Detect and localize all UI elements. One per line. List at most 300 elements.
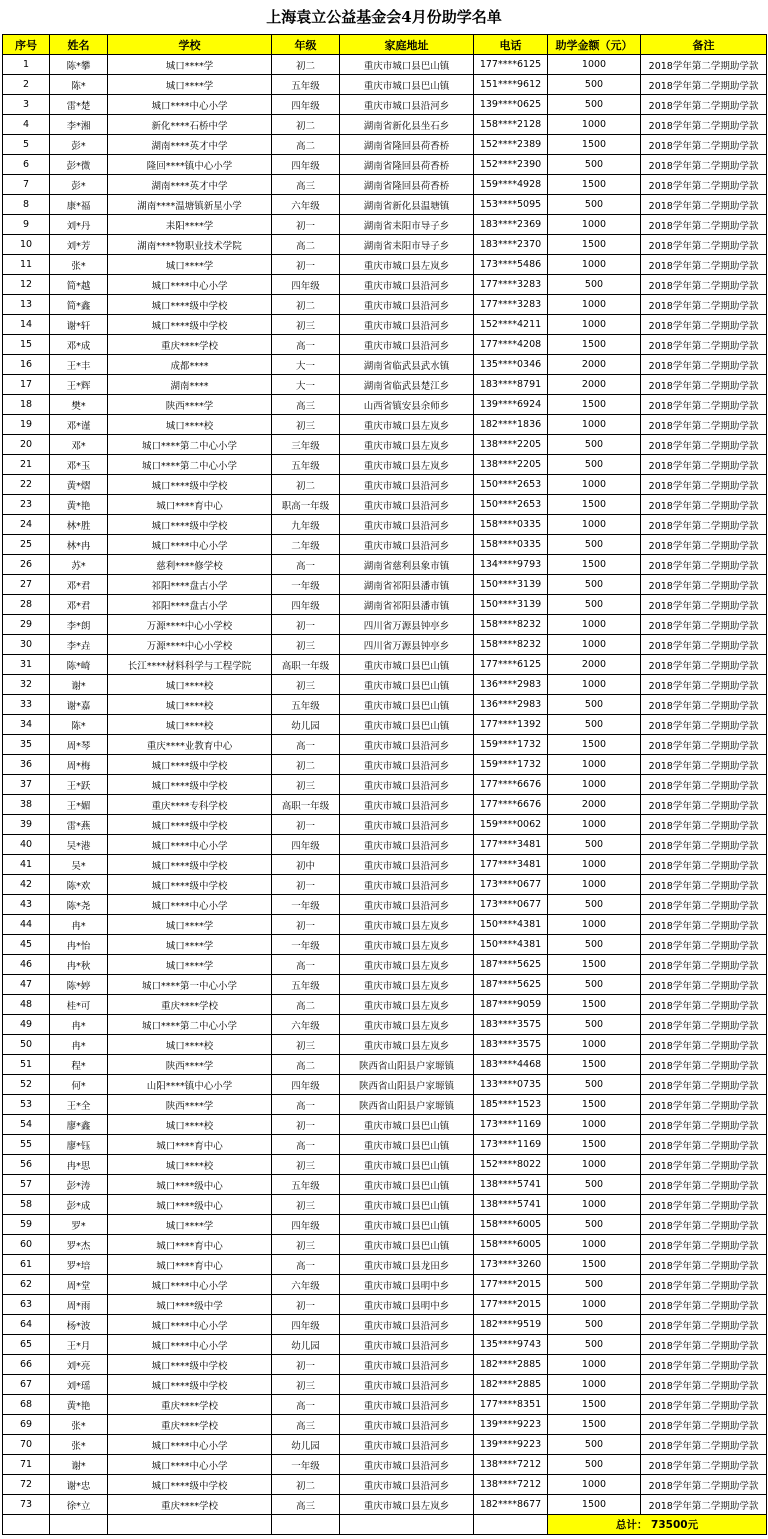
cell-grade: 五年级: [272, 975, 340, 995]
cell-index: 19: [3, 415, 50, 435]
cell-remark: 2018学年第二学期助学款: [641, 1495, 767, 1515]
cell-phone: 182****8677: [474, 1495, 548, 1515]
cell-school: 城口****中心小学: [108, 1435, 272, 1455]
cell-amount: 1000: [548, 295, 641, 315]
table-row: [3, 1095, 767, 1115]
cell-grade: 高二: [272, 995, 340, 1015]
cell-phone: 150****2653: [474, 495, 548, 515]
cell-amount: 1000: [548, 115, 641, 135]
cell-address: 湖南省临武县楚江乡: [340, 375, 474, 395]
cell-grade: 六年级: [272, 1275, 340, 1295]
cell-name: 罗*: [50, 1215, 108, 1235]
cell-address: 重庆市城口县沿河乡: [340, 1335, 474, 1355]
cell-name: 陈*: [50, 715, 108, 735]
cell-remark: 2018学年第二学期助学款: [641, 715, 767, 735]
cell-address: 重庆市城口县左岚乡: [340, 935, 474, 955]
cell-amount: 1500: [548, 235, 641, 255]
cell-address: 重庆市城口县巴山镇: [340, 1215, 474, 1235]
cell-amount: 1000: [548, 1355, 641, 1375]
cell-remark: 2018学年第二学期助学款: [641, 595, 767, 615]
cell-remark: 2018学年第二学期助学款: [641, 55, 767, 75]
cell-grade: 幼儿园: [272, 1335, 340, 1355]
cell-school: 城口****级中学: [108, 1295, 272, 1315]
table-row: [3, 475, 767, 495]
cell-phone: 158****0335: [474, 535, 548, 555]
cell-name: 陈*欢: [50, 875, 108, 895]
cell-address: 重庆市城口县沿河乡: [340, 835, 474, 855]
cell-name: 刘*瑶: [50, 1375, 108, 1395]
cell-amount: 1000: [548, 55, 641, 75]
cell-index: 51: [3, 1055, 50, 1075]
cell-remark: 2018学年第二学期助学款: [641, 1295, 767, 1315]
table-row: [3, 395, 767, 415]
grand-total: 总计： 73500元: [548, 1515, 767, 1535]
cell-amount: 1000: [548, 1235, 641, 1255]
cell-address: 湖南省隆回县荷香桥: [340, 135, 474, 155]
cell-school: 陕西****学: [108, 395, 272, 415]
cell-phone: 177****3283: [474, 295, 548, 315]
cell-amount: 500: [548, 95, 641, 115]
cell-grade: 四年级: [272, 595, 340, 615]
cell-school: 城口****级中学校: [108, 1375, 272, 1395]
cell-amount: 500: [548, 195, 641, 215]
cell-school: 重庆****学校: [108, 1415, 272, 1435]
cell-name: 彭*涛: [50, 1175, 108, 1195]
table-row: [3, 375, 767, 395]
total-row: [3, 1515, 767, 1535]
cell-name: 张*: [50, 1435, 108, 1455]
cell-school: 隆回****镇中心小学: [108, 155, 272, 175]
cell-school: 陕西****学: [108, 1095, 272, 1115]
cell-amount: 1000: [548, 1115, 641, 1135]
cell-grade: 高一: [272, 1135, 340, 1155]
cell-school: 城口****级中学校: [108, 515, 272, 535]
cell-phone: 134****9793: [474, 555, 548, 575]
cell-name: 李*朗: [50, 615, 108, 635]
cell-phone: 151****9612: [474, 75, 548, 95]
cell-address: 重庆市城口县左岚乡: [340, 915, 474, 935]
cell-phone: 150****3139: [474, 595, 548, 615]
table-row: [3, 1455, 767, 1475]
cell-name: 陈*: [50, 75, 108, 95]
cell-address: 重庆市城口县左岚乡: [340, 455, 474, 475]
cell-phone: 158****0335: [474, 515, 548, 535]
cell-amount: 1000: [548, 1375, 641, 1395]
cell-phone: 136****2983: [474, 695, 548, 715]
cell-amount: 1500: [548, 1255, 641, 1275]
cell-address: 重庆市城口县巴山镇: [340, 1195, 474, 1215]
cell-index: 35: [3, 735, 50, 755]
cell-name: 陈*攀: [50, 55, 108, 75]
table-row: [3, 75, 767, 95]
cell-grade: 高二: [272, 135, 340, 155]
cell-school: 祁阳****盘古小学: [108, 595, 272, 615]
cell-index: 34: [3, 715, 50, 735]
cell-address: 重庆市城口县沿河乡: [340, 1315, 474, 1335]
cell-school: 重庆****学校: [108, 995, 272, 1015]
cell-name: 王*媚: [50, 795, 108, 815]
cell-index: 43: [3, 895, 50, 915]
table-row: [3, 1495, 767, 1515]
cell-phone: 177****2015: [474, 1275, 548, 1295]
cell-remark: 2018学年第二学期助学款: [641, 1095, 767, 1115]
cell-remark: 2018学年第二学期助学款: [641, 1215, 767, 1235]
cell-index: 68: [3, 1395, 50, 1415]
cell-amount: 1500: [548, 1095, 641, 1115]
cell-index: 57: [3, 1175, 50, 1195]
cell-name: 冉*: [50, 1015, 108, 1035]
cell-amount: 1000: [548, 635, 641, 655]
cell-amount: 500: [548, 715, 641, 735]
table-row: [3, 1415, 767, 1435]
table-row: [3, 615, 767, 635]
cell-name: 彭*: [50, 135, 108, 155]
cell-index: 45: [3, 935, 50, 955]
cell-index: 6: [3, 155, 50, 175]
cell-grade: 初三: [272, 1035, 340, 1055]
cell-remark: 2018学年第二学期助学款: [641, 295, 767, 315]
cell-remark: 2018学年第二学期助学款: [641, 655, 767, 675]
table-row: [3, 1375, 767, 1395]
cell-index: 1: [3, 55, 50, 75]
cell-name: 王*跃: [50, 775, 108, 795]
cell-phone: 177****3481: [474, 835, 548, 855]
cell-grade: 高二: [272, 235, 340, 255]
cell-amount: 500: [548, 535, 641, 555]
table-row: [3, 575, 767, 595]
table-row: [3, 55, 767, 75]
cell-phone: 152****8022: [474, 1155, 548, 1175]
cell-address: 重庆市城口县沿河乡: [340, 1395, 474, 1415]
cell-remark: 2018学年第二学期助学款: [641, 775, 767, 795]
cell-phone: 177****6676: [474, 775, 548, 795]
cell-remark: 2018学年第二学期助学款: [641, 535, 767, 555]
cell-name: 邓*成: [50, 335, 108, 355]
cell-remark: 2018学年第二学期助学款: [641, 1435, 767, 1455]
cell-address: 湖南省祁阳县潘市镇: [340, 595, 474, 615]
cell-name: 张*: [50, 1415, 108, 1435]
cell-school: 祁阳****盘古小学: [108, 575, 272, 595]
cell-remark: 2018学年第二学期助学款: [641, 235, 767, 255]
table-row: [3, 955, 767, 975]
cell-grade: 高一: [272, 555, 340, 575]
cell-index: 24: [3, 515, 50, 535]
cell-index: 55: [3, 1135, 50, 1155]
cell-address: 重庆市城口县沿河乡: [340, 515, 474, 535]
cell-name: 彭*微: [50, 155, 108, 175]
cell-school: 城口****育中心: [108, 1255, 272, 1275]
cell-remark: 2018学年第二学期助学款: [641, 755, 767, 775]
cell-school: 万源****中心小学校: [108, 615, 272, 635]
cell-amount: 500: [548, 1175, 641, 1195]
table-row: [3, 1115, 767, 1135]
cell-address: 重庆市城口县沿河乡: [340, 875, 474, 895]
table-row: [3, 1435, 767, 1455]
cell-phone: 152****4211: [474, 315, 548, 335]
table-row: [3, 1275, 767, 1295]
cell-amount: 1500: [548, 395, 641, 415]
cell-address: 重庆市城口县左岚乡: [340, 1035, 474, 1055]
cell-index: 72: [3, 1475, 50, 1495]
table-row: [3, 175, 767, 195]
cell-school: 城口****校: [108, 675, 272, 695]
cell-amount: 1000: [548, 615, 641, 635]
col-header-name: 姓名: [50, 35, 108, 55]
cell-amount: 500: [548, 1275, 641, 1295]
cell-remark: 2018学年第二学期助学款: [641, 475, 767, 495]
cell-phone: 158****8232: [474, 635, 548, 655]
cell-name: 邓*玉: [50, 455, 108, 475]
cell-school: 城口****中心小学: [108, 835, 272, 855]
cell-school: 城口****级中学校: [108, 855, 272, 875]
cell-name: 雷*楚: [50, 95, 108, 115]
col-header-phone: 电话: [474, 35, 548, 55]
cell-amount: 1500: [548, 1135, 641, 1155]
cell-index: 52: [3, 1075, 50, 1095]
table-row: [3, 655, 767, 675]
cell-grade: 五年级: [272, 75, 340, 95]
cell-name: 康*福: [50, 195, 108, 215]
empty-cell: [474, 1515, 548, 1535]
cell-remark: 2018学年第二学期助学款: [641, 175, 767, 195]
cell-amount: 1000: [548, 315, 641, 335]
cell-name: 徐*立: [50, 1495, 108, 1515]
cell-amount: 1500: [548, 1495, 641, 1515]
cell-school: 重庆****专科学校: [108, 795, 272, 815]
cell-school: 重庆****学校: [108, 1495, 272, 1515]
cell-grade: 幼儿园: [272, 715, 340, 735]
cell-school: 城口****级中学校: [108, 1475, 272, 1495]
cell-grade: 初二: [272, 755, 340, 775]
cell-phone: 153****5095: [474, 195, 548, 215]
table-row: [3, 95, 767, 115]
cell-amount: 1500: [548, 735, 641, 755]
cell-amount: 1000: [548, 1155, 641, 1175]
cell-index: 60: [3, 1235, 50, 1255]
cell-index: 2: [3, 75, 50, 95]
cell-address: 湖南省隆回县荷香桥: [340, 155, 474, 175]
cell-grade: 高三: [272, 1495, 340, 1515]
cell-amount: 1500: [548, 1055, 641, 1075]
cell-address: 四川省万源县钟亭乡: [340, 635, 474, 655]
table-row: [3, 915, 767, 935]
cell-amount: 1000: [548, 675, 641, 695]
cell-index: 66: [3, 1355, 50, 1375]
table-row: [3, 435, 767, 455]
cell-name: 吴*港: [50, 835, 108, 855]
table-row: [3, 1255, 767, 1275]
cell-grade: 高三: [272, 175, 340, 195]
cell-amount: 1000: [548, 1475, 641, 1495]
cell-phone: 177****6125: [474, 55, 548, 75]
table-row: [3, 515, 767, 535]
cell-name: 陈*尧: [50, 895, 108, 915]
cell-remark: 2018学年第二学期助学款: [641, 575, 767, 595]
table-row: [3, 1295, 767, 1315]
cell-phone: 158****6005: [474, 1215, 548, 1235]
cell-remark: 2018学年第二学期助学款: [641, 335, 767, 355]
cell-index: 49: [3, 1015, 50, 1035]
cell-remark: 2018学年第二学期助学款: [641, 115, 767, 135]
cell-school: 城口****学: [108, 1215, 272, 1235]
cell-school: 城口****级中学校: [108, 475, 272, 495]
cell-remark: 2018学年第二学期助学款: [641, 1075, 767, 1095]
cell-grade: 初三: [272, 775, 340, 795]
cell-remark: 2018学年第二学期助学款: [641, 1475, 767, 1495]
cell-school: 万源****中心小学校: [108, 635, 272, 655]
table-row: [3, 1355, 767, 1375]
cell-phone: 139****6924: [474, 395, 548, 415]
table-row: [3, 715, 767, 735]
cell-address: 重庆市城口县沿河乡: [340, 895, 474, 915]
cell-address: 重庆市城口县沿河乡: [340, 855, 474, 875]
cell-index: 38: [3, 795, 50, 815]
cell-phone: 139****9223: [474, 1415, 548, 1435]
cell-name: 林*冉: [50, 535, 108, 555]
cell-phone: 183****8791: [474, 375, 548, 395]
cell-address: 重庆市城口县沿河乡: [340, 535, 474, 555]
cell-index: 58: [3, 1195, 50, 1215]
cell-amount: 1000: [548, 475, 641, 495]
cell-address: 山西省镇安县余师乡: [340, 395, 474, 415]
cell-amount: 1000: [548, 755, 641, 775]
cell-name: 黄*熠: [50, 475, 108, 495]
cell-grade: 高二: [272, 1055, 340, 1075]
cell-name: 黄*艳: [50, 495, 108, 515]
table-row: [3, 1075, 767, 1095]
cell-address: 湖南省耒阳市导子乡: [340, 215, 474, 235]
cell-grade: 九年级: [272, 515, 340, 535]
cell-school: 城口****级中心: [108, 1175, 272, 1195]
cell-address: 重庆市城口县左岚乡: [340, 1015, 474, 1035]
cell-amount: 1500: [548, 175, 641, 195]
cell-name: 周*梅: [50, 755, 108, 775]
table-row: [3, 295, 767, 315]
table-row: [3, 1055, 767, 1075]
cell-index: 73: [3, 1495, 50, 1515]
cell-phone: 158****6005: [474, 1235, 548, 1255]
cell-grade: 一年级: [272, 1455, 340, 1475]
cell-phone: 182****2885: [474, 1355, 548, 1375]
table-row: [3, 1235, 767, 1255]
table-row: [3, 995, 767, 1015]
cell-grade: 六年级: [272, 1015, 340, 1035]
table-row: [3, 415, 767, 435]
cell-index: 53: [3, 1095, 50, 1115]
cell-name: 樊*: [50, 395, 108, 415]
cell-school: 城口****级中学校: [108, 295, 272, 315]
cell-index: 39: [3, 815, 50, 835]
table-row: [3, 935, 767, 955]
cell-address: 重庆市城口县沿河乡: [340, 1375, 474, 1395]
cell-remark: 2018学年第二学期助学款: [641, 795, 767, 815]
cell-amount: 1000: [548, 915, 641, 935]
cell-amount: 1000: [548, 775, 641, 795]
cell-amount: 1500: [548, 955, 641, 975]
cell-school: 湖南****温塘镇新星小学: [108, 195, 272, 215]
cell-school: 城口****中心小学: [108, 95, 272, 115]
cell-school: 慈利****修学校: [108, 555, 272, 575]
cell-index: 27: [3, 575, 50, 595]
cell-phone: 152****2389: [474, 135, 548, 155]
cell-school: 城口****育中心: [108, 1235, 272, 1255]
cell-remark: 2018学年第二学期助学款: [641, 975, 767, 995]
empty-cell: [3, 1515, 50, 1535]
cell-address: 重庆市城口县巴山镇: [340, 1135, 474, 1155]
cell-remark: 2018学年第二学期助学款: [641, 1155, 767, 1175]
cell-name: 简*越: [50, 275, 108, 295]
cell-remark: 2018学年第二学期助学款: [641, 1175, 767, 1195]
cell-amount: 500: [548, 975, 641, 995]
cell-grade: 初二: [272, 475, 340, 495]
cell-name: 刘*亮: [50, 1355, 108, 1375]
cell-name: 谢*: [50, 675, 108, 695]
cell-index: 32: [3, 675, 50, 695]
cell-school: 湖南****: [108, 375, 272, 395]
cell-phone: 138****7212: [474, 1475, 548, 1495]
cell-school: 陕西****学: [108, 1055, 272, 1075]
cell-amount: 1000: [548, 215, 641, 235]
col-header-address: 家庭地址: [340, 35, 474, 55]
cell-index: 16: [3, 355, 50, 375]
cell-address: 重庆市城口县沿河乡: [340, 1355, 474, 1375]
cell-school: 山阳****镇中心小学: [108, 1075, 272, 1095]
cell-grade: 高职一年级: [272, 795, 340, 815]
table-row: [3, 215, 767, 235]
cell-address: 重庆市城口县龙田乡: [340, 1255, 474, 1275]
cell-address: 重庆市城口县巴山镇: [340, 655, 474, 675]
cell-grade: 高一: [272, 335, 340, 355]
cell-index: 70: [3, 1435, 50, 1455]
cell-name: 冉*秋: [50, 955, 108, 975]
cell-index: 26: [3, 555, 50, 575]
cell-amount: 500: [548, 75, 641, 95]
cell-remark: 2018学年第二学期助学款: [641, 75, 767, 95]
cell-grade: 初三: [272, 415, 340, 435]
col-header-index: 序号: [3, 35, 50, 55]
cell-phone: 138****2205: [474, 455, 548, 475]
cell-remark: 2018学年第二学期助学款: [641, 1375, 767, 1395]
table-row: [3, 1335, 767, 1355]
cell-phone: 159****0062: [474, 815, 548, 835]
cell-address: 重庆市城口县沿河乡: [340, 815, 474, 835]
cell-phone: 177****1392: [474, 715, 548, 735]
cell-grade: 初一: [272, 1115, 340, 1135]
cell-name: 陈*崎: [50, 655, 108, 675]
col-header-amount: 助学金额（元）: [548, 35, 641, 55]
cell-remark: 2018学年第二学期助学款: [641, 355, 767, 375]
col-header-grade: 年级: [272, 35, 340, 55]
cell-school: 城口****学: [108, 55, 272, 75]
cell-index: 17: [3, 375, 50, 395]
cell-school: 城口****级中学校: [108, 755, 272, 775]
cell-name: 廖*钰: [50, 1135, 108, 1155]
cell-address: 重庆市城口县左岚乡: [340, 995, 474, 1015]
cell-phone: 183****2369: [474, 215, 548, 235]
table-row: [3, 1215, 767, 1235]
cell-phone: 177****2015: [474, 1295, 548, 1315]
cell-address: 重庆市城口县沿河乡: [340, 275, 474, 295]
cell-index: 37: [3, 775, 50, 795]
cell-index: 18: [3, 395, 50, 415]
cell-name: 王*全: [50, 1095, 108, 1115]
cell-remark: 2018学年第二学期助学款: [641, 1135, 767, 1155]
cell-amount: 1000: [548, 415, 641, 435]
cell-name: 桂*可: [50, 995, 108, 1015]
cell-grade: 初三: [272, 1155, 340, 1175]
cell-remark: 2018学年第二学期助学款: [641, 455, 767, 475]
cell-amount: 500: [548, 895, 641, 915]
